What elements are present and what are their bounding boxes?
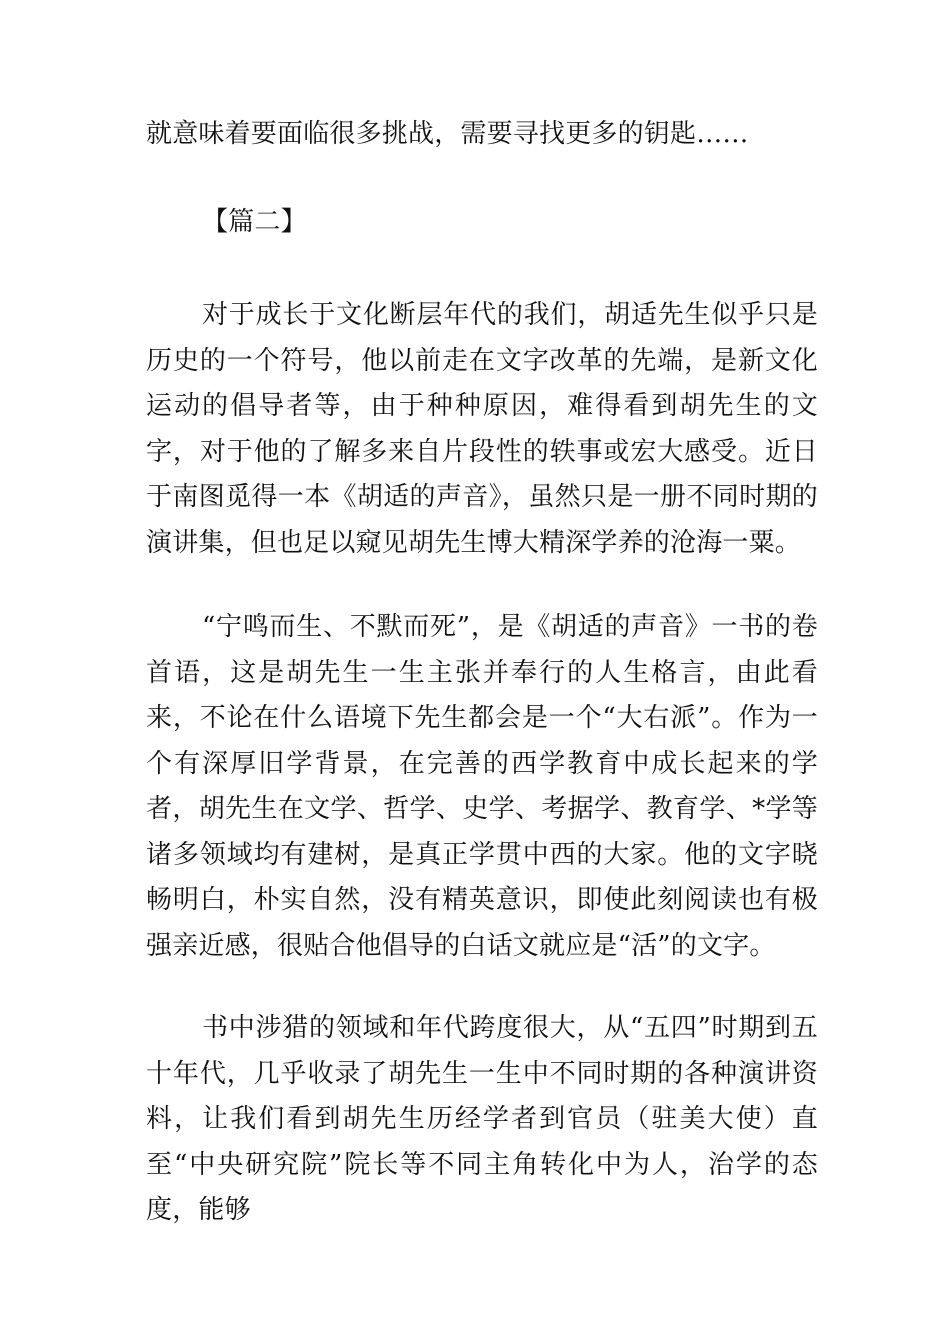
section-heading: 【篇二】 bbox=[202, 207, 307, 237]
body-paragraph-1: 对于成长于文化断层年代的我们，胡适先生似乎只是历史的一个符号，他以前走在文字改革的先端，是新文化运动的倡导者等，由于种种原因，难得看到胡先生的文字，对于他的了解多来自片段性的轶事或宏大感受。近日于南图觅得一本《胡适的声音》，虽然只是一册不同时期的演讲集，但也足以窥见胡先生博大精深学养的沧海一粟。 bbox=[146, 300, 818, 558]
body-paragraph-2: “宁鸣而生、不默而死”，是《胡适的声音》一书的卷首语，这是胡先生一生主张并奉行的人生格言，由此看来，不论在什么语境下先生都会是一个“大右派”。作为一个有深厚旧学背景，在完善的西学教育中成长起来的学者，胡先生在文学、哲学、史学、考据学、教育学、*学等诸多领域均有建树，是真正学贯中西的大家。他的文字晓畅明白，朴实自然，没有精英意识，即使此刻阅读也有极强亲近感，很贴合他倡导的白话文就应是“活”的文字。 bbox=[146, 612, 818, 961]
body-paragraph-3: 书中涉猎的领域和年代跨度很大，从“五四”时期到五十年代，几乎收录了胡先生一生中不同时期的各种演讲资料，让我们看到胡先生历经学者到官员（驻美大使）直至“中央研究院”院长等不同主角转化中为人，治学的态度，能够 bbox=[146, 1013, 818, 1225]
continuation-paragraph: 就意味着要面临很多挑战，需要寻找更多的钥匙…… bbox=[146, 119, 749, 149]
